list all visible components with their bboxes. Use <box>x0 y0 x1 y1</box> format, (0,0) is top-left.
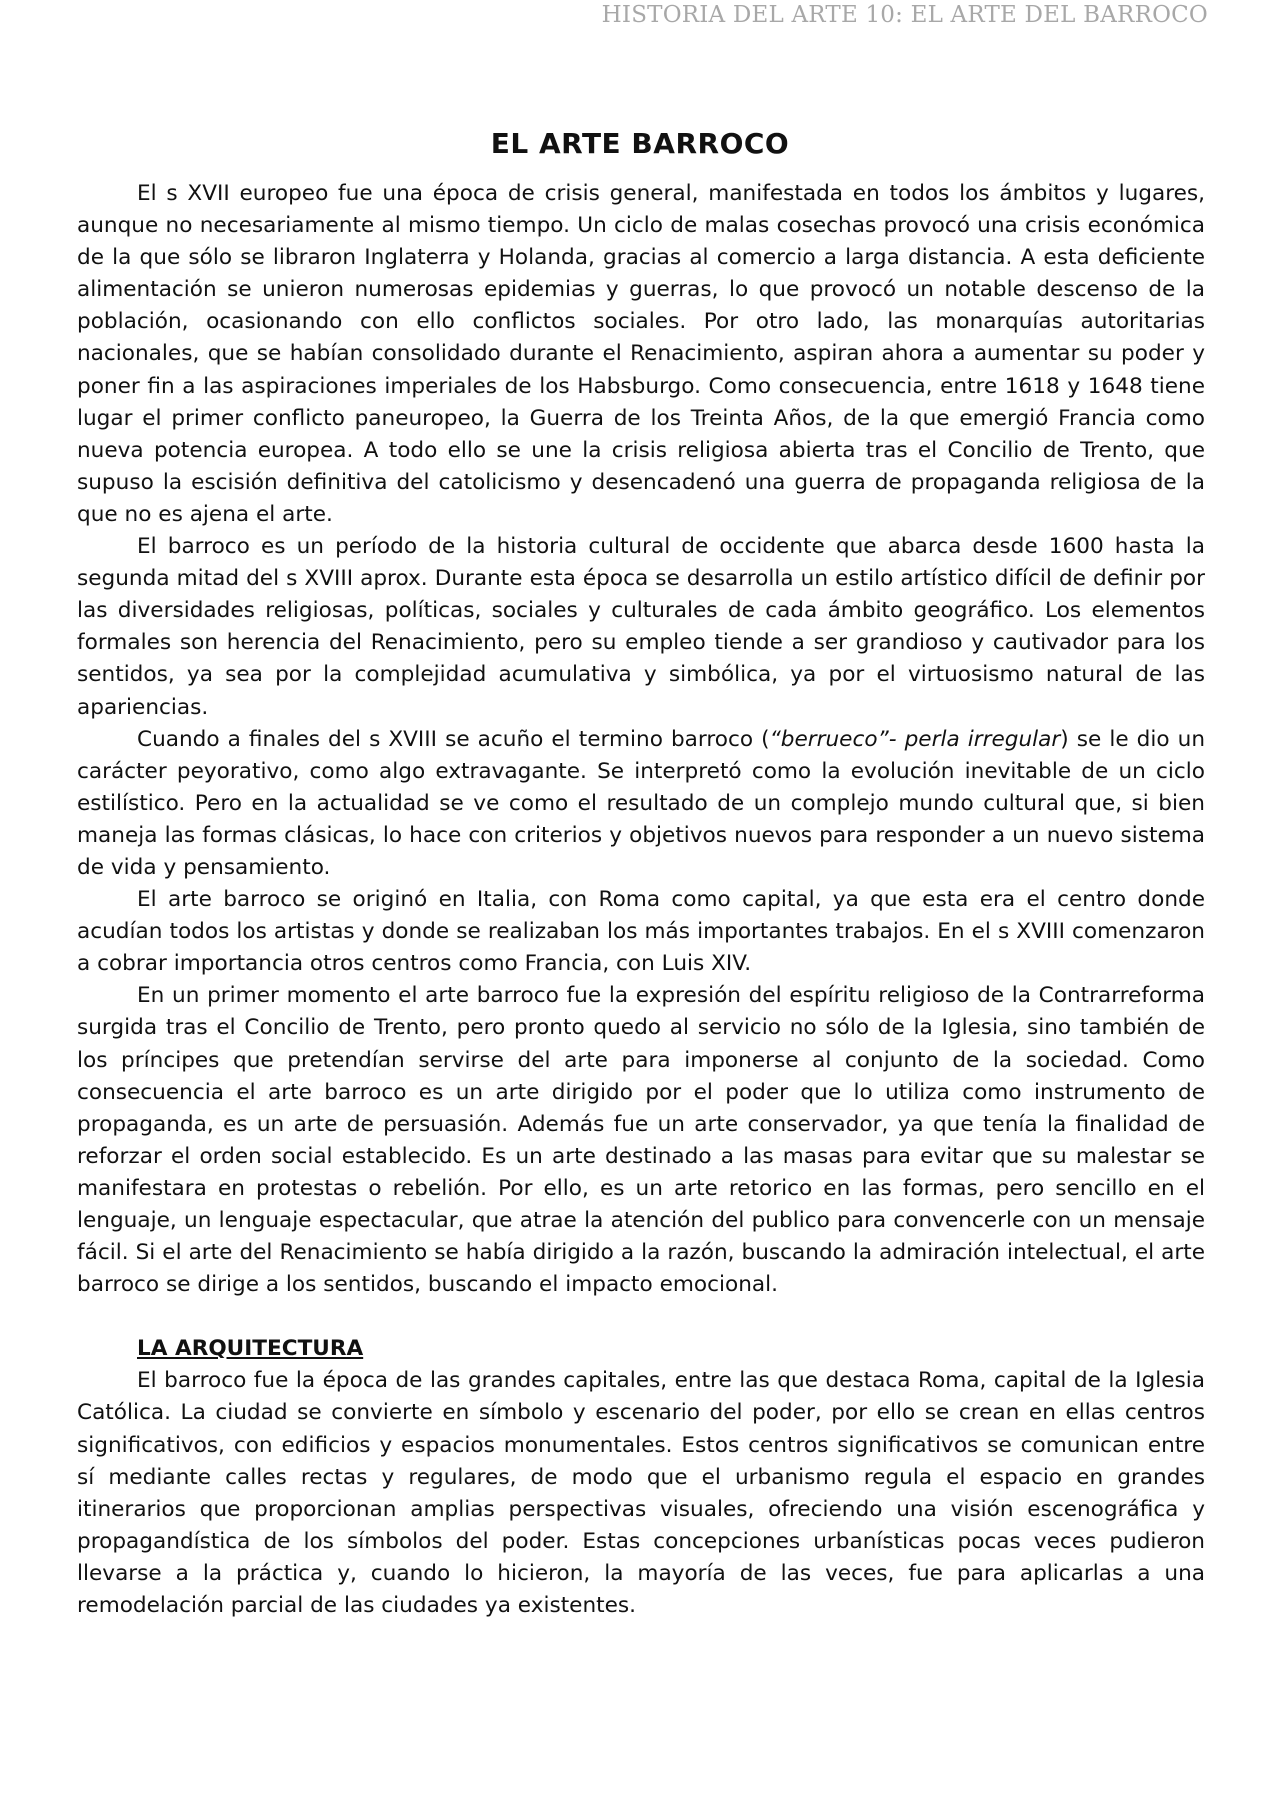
paragraph-term-after: ) se le dio un carácter peyorativo, como algo extravagante. Se interpretó como la evolución inevitable de un ciclo estilístico. Pero en la actualidad se ve como el resultado de un complejo mundo cultural que, si bien maneja las formas clásicas, lo hace con criterios y objetivos nuevos para responder a un nuevo sistema de vida y pensamiento. <box>77 726 1205 880</box>
paragraph-term-origin <box>77 724 1205 884</box>
page-title: EL ARTE BARROCO <box>490 126 790 160</box>
paragraph-italy-origin: El arte barroco se originó en Italia, con Roma como capital, ya que esta era el centro donde acudían todos los artistas y donde se realizaban los más importantes trabajos. En el s XVIII comenzaron a cobrar importancia otros centros como Francia, con Luis XIV. <box>77 887 1205 977</box>
paragraph-crisis: El s XVII europeo fue una época de crisis general, manifestada en todos los ámbitos y lugares, aunque no necesariamente al mismo tiempo. Un ciclo de malas cosechas provocó una crisis económica de la que sólo se libraron Inglaterra y Holanda, gracias al comercio a larga distancia. A esta deficiente alimentación se unieron numerosas epidemias y guerras, lo que provocó un notable descenso de la población, ocasionando con ello conflictos sociales. Por otro lado, las monarquías autoritarias nacionales, que se habían consolidado durante el Renacimiento, aspiran ahora a aumentar su poder y poner fin a las aspiraciones imperiales de los Habsburgo. Como consecuencia, entre 1618 y 1648 tiene lugar el primer conflicto paneuropeo, la Guerra de los Treinta Años, de la que emergió Francia como nueva potencia europea. A todo ello se une la crisis religiosa abierta tras el Concilio de Trento, que supuso la escisión definitiva del catolicismo y desencadenó una guerra de propaganda religiosa de la que no es ajena el arte. <box>77 181 1205 527</box>
paragraph-term-italic: “berrueco”- perla irregular <box>769 726 1061 752</box>
paragraph-definition: El barroco es un período de la historia cultural de occidente que abarca desde 1600 hasta la segunda mitad del s XVIII aprox. Durante esta época se desarrolla un estilo artístico difícil de definir por las diversidades religiosas, políticas, sociales y culturales de cada ámbito geográfico. Los elementos formales son herencia del Renacimiento, pero su empleo tiende a ser grandioso y cautivador para los sentidos, ya sea por la complejidad acumulativa y simbólica, ya por el virtuosismo natural de las apariencias. <box>77 534 1205 720</box>
paragraph-propaganda: En un primer momento el arte barroco fue la expresión del espíritu religioso de la Contrarreforma surgida tras el Concilio de Trento, pero pronto quedo al servicio no sólo de la Iglesia, sino también de los príncipes que pretendían servirse del arte para imponerse al conjunto de la sociedad. Como consecuencia el arte barroco es un arte dirigido por el poder que lo utiliza como instrumento de propaganda, es un arte de persuasión. Además fue un arte conservador, ya que tenía la finalidad de reforzar el orden social establecido. Es un arte destinado a las masas para evitar que su malestar se manifestara en protestas o rebelión. Por ello, es un arte retorico en las formas, pero sencillo en el lenguaje, un lenguaje espectacular, que atrae la atención del publico para convencerle con un mensaje fácil. Si el arte del Renacimiento se había dirigido a la razón, buscando la admiración intelectual, el arte barroco se dirige a los sentidos, buscando el impacto emocional. <box>77 983 1205 1298</box>
paragraph-term-before: Cuando a finales del s XVIII se acuño el termino barroco ( <box>137 726 770 752</box>
running-header: HISTORIA DEL ARTE 10: EL ARTE DEL BARROCO <box>601 2 1208 28</box>
section-heading-arquitectura: LA ARQUITECTURA <box>137 1336 364 1362</box>
paragraph-arquitectura: El barroco fue la época de las grandes capitales, entre las que destaca Roma, capital de la Iglesia Católica. La ciudad se convierte en símbolo y escenario del poder, por ello se crean en ellas centros significativos, con edificios y espacios monumentales. Estos centros significativos se comunican entre sí mediante calles rectas y regulares, de modo que el urbanismo regula el espacio en grandes itinerarios que proporcionan amplias perspectivas visuales, ofreciendo una visión escenográfica y propagandística de los símbolos del poder. Estas concepciones urbanísticas pocas veces pudieron llevarse a la práctica y, cuando lo hicieron, la mayoría de las veces, fue para aplicarlas a una remodelación parcial de las ciudades ya existentes. <box>77 1368 1205 1619</box>
document-body <box>77 178 1205 1622</box>
